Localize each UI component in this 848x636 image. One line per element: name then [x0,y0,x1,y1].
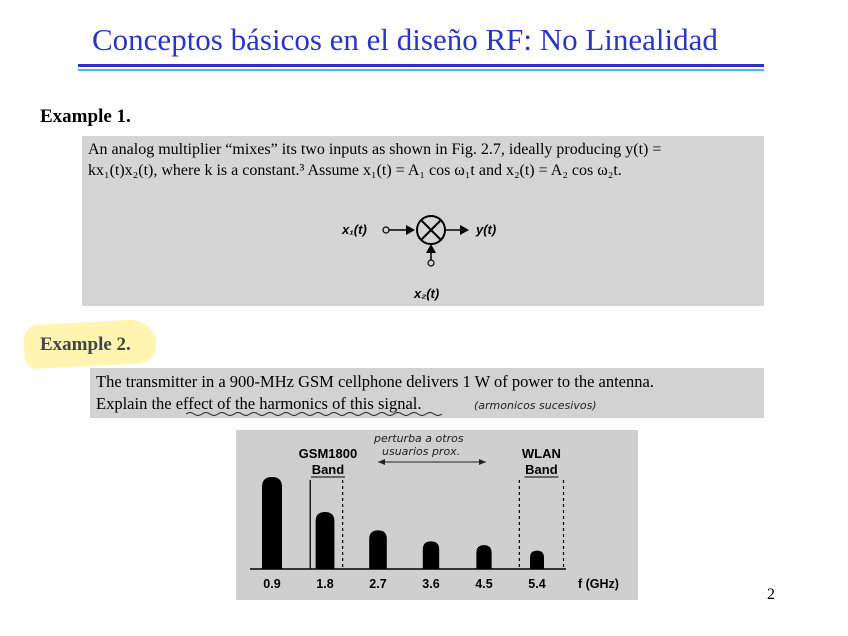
harmonic-bar [530,551,544,569]
x-tick-label: 4.5 [475,577,493,591]
harmonic-bar [316,512,335,569]
band-label: Band [311,462,345,477]
example-1-box [82,136,764,306]
x-axis-label: f (GHz) [578,577,619,591]
x-tick-label: 5.4 [528,577,546,591]
harmonics-annotation: (armonicos sucesivos) [474,399,597,412]
x-tick-label: 0.9 [263,577,281,591]
multiplier-diagram [82,136,764,306]
harmonic-bar [423,541,439,569]
input-2-arrow [426,244,436,253]
x-tick-label: 3.6 [422,577,440,591]
handwritten-underline [90,368,764,418]
example-2-line-1: The transmitter in a 900-MHz GSM cellphone delivers 1 W of power to the antenna. [96,372,654,391]
harmonic-bar [476,545,491,569]
input-1-label: x₁(t) [342,222,367,237]
example-2-line-2: Explain the effect of the harmonics of this signal. [96,394,422,413]
page-number: 2 [767,586,775,603]
example-2-box [90,368,764,418]
example-2-label: Example 2. [40,334,131,355]
input-1-terminal [383,227,389,233]
input-1-arrow [406,225,415,235]
title-underline [78,64,764,67]
band-label: Band [525,462,558,477]
harmonic-bar [369,530,387,569]
x-tick-label: 2.7 [369,577,387,591]
perturb-right-arrow [479,459,486,465]
page-title: Conceptos básicos en el diseño RF: No Linealidad [92,22,718,57]
example-1-label: Example 1. [40,106,131,127]
example-1-line-1: An analog multiplier “mixes” its two inputs as shown in Fig. 2.7, ideally producing y(t) = [88,141,662,158]
band-label: WLAN [521,446,561,461]
output-arrow [460,225,469,235]
output-label: y(t) [476,222,497,237]
input-2-terminal [428,260,434,266]
x-tick-label: 1.8 [316,577,334,591]
input-2-label: x₂(t) [414,286,440,301]
example-1-line-2: kx₁(t)x₂(t), where k is a constant.³ Assume x₁(t) = A₁ cos ω₁t and x₂(t) = A₂ cos ω₂t. [88,162,622,179]
perturb-annotation-line-2: usuarios prox. [382,445,461,458]
perturb-annotation-line-1: perturba a otros [374,432,464,445]
harmonic-spectrum-chart [236,430,638,600]
perturb-left-arrow [378,459,385,465]
band-label: GSM1800 [298,446,358,461]
title-underline-accent [78,69,764,71]
harmonic-bar [262,477,282,569]
